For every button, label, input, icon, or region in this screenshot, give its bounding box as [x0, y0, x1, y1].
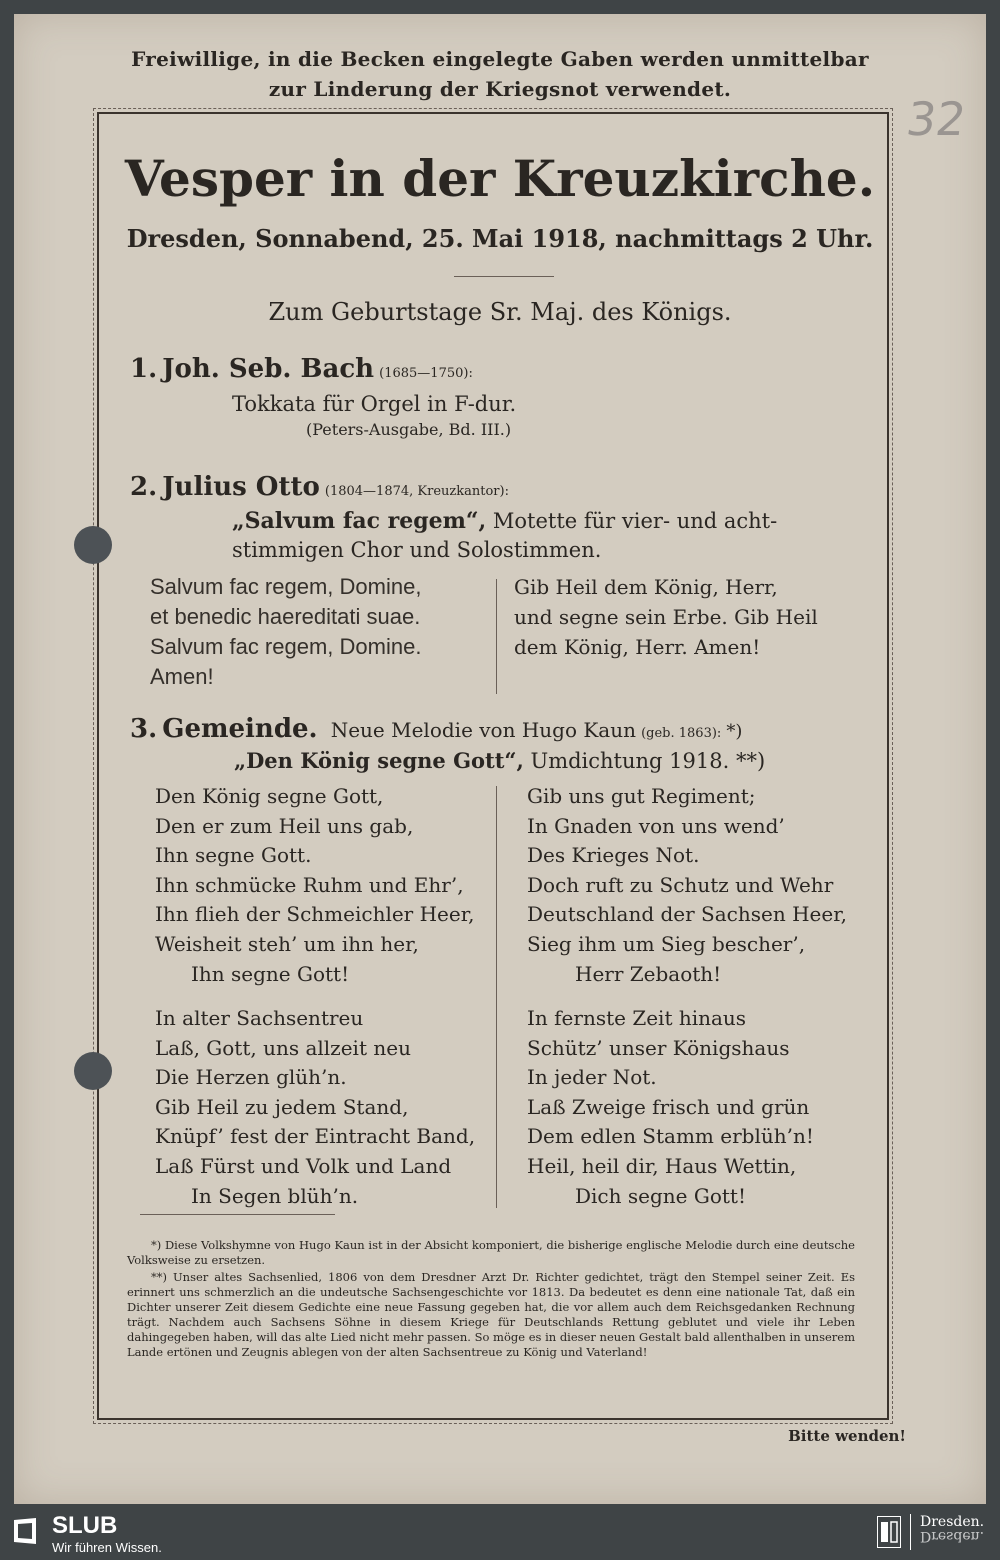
verse-line: Den er zum Heil uns gab, [155, 813, 414, 838]
verse-line: Laß Zweige frisch und grün [527, 1094, 810, 1119]
item3-heading-word: Gemeinde. [162, 714, 318, 744]
item2-number: 2. [130, 472, 158, 502]
verse-line: Sieg ihm um Sieg bescher’, [527, 931, 806, 956]
latin-line: et benedic haereditati suae. [150, 604, 421, 629]
verse-line: Die Herzen glüh’n. [155, 1065, 347, 1090]
item1-composer: Joh. Seb. Bach [162, 354, 375, 384]
item3-song-title: „Den König segne Gott“, [234, 748, 524, 773]
slub-logo-icon [12, 1516, 38, 1546]
verse-line: Heil, heil dir, Haus Wettin, [527, 1153, 797, 1178]
verse1 [155, 782, 485, 989]
verse-line: Herr Zebaoth! [575, 961, 722, 986]
document-page [14, 14, 986, 1504]
item2-work-line1 [232, 508, 777, 534]
verse-line: Dem edlen Stamm erblüh’n! [527, 1124, 814, 1149]
item3-star: *) [726, 721, 743, 742]
item3-number: 3. [130, 714, 158, 744]
item1-heading [130, 354, 473, 384]
donation-note-line2: zur Linderung der Kriegsnot verwendet. [268, 77, 732, 101]
verse-line: Doch ruft zu Schutz und Wehr [527, 872, 834, 897]
verse-line: Ihn schmücke Ruhm und Ehr’, [155, 872, 464, 897]
column-divider [496, 579, 497, 694]
item3-melody: Neue Melodie von Hugo Kaun [330, 718, 636, 742]
please-turn-over: Bitte wenden! [788, 1427, 906, 1445]
german-text [514, 572, 864, 662]
item3-song-rest: Umdichtung 1918. **) [530, 749, 766, 773]
punch-hole [74, 1052, 112, 1090]
footnote-2: **) Unser altes Sachsenlied, 1806 von dem Dresdner Arzt Dr. Richter gedichtet, trägt den Stempel seiner Zeit. Es erinnert uns schmerzlich an die undeutsche Sachsengeschichte vor 1813. Da bedeutet es denn eine nationale Tat, daß ein Dichter unserer Zeit diesem Gedichte eine neue Fassung gegeben hat, die vor allem auch dem Reichsgedanken Rechnung trägt. Nachdem auch Sachsens Söhne in diesem Kriege für Deutschlands Rettung geblutet und viele ihr Leben dahingegeben haben, will das alte Lied nicht mehr passen. So möge es in dieser neuen Gestalt bald allenthalben in unserem Lande ertönen und Zeugnis ablegen von der alten Sachsentreue zu König und Vaterland! [127, 1270, 855, 1359]
verse-line: In Gnaden von uns wend’ [527, 813, 785, 838]
verse-line: Ihn segne Gott. [155, 843, 312, 868]
footnote-1: *) Diese Volkshymne von Hugo Kaun ist in der Absicht komponiert, die bisherige englische Melodie durch eine deutsche Volksweise zu ersetzen. [127, 1238, 855, 1267]
library-tagline: Wir führen Wissen. [52, 1540, 162, 1555]
verse-line: In Segen blüh’n. [191, 1183, 359, 1208]
item1-edition: (Peters-Ausgabe, Bd. III.) [306, 420, 512, 439]
item3-birth: (geb. 1863): [641, 726, 722, 741]
verse-line: Deutschland der Sachsen Heer, [527, 902, 847, 927]
city-logo-mirror: Dresden. [920, 1528, 985, 1544]
divider [454, 276, 554, 277]
column-divider [496, 786, 497, 1208]
dresden-coat-of-arms-icon [877, 1516, 901, 1548]
verse3 [155, 1004, 485, 1211]
pencil-page-number: 32 [903, 92, 970, 146]
viewer-footer [0, 1504, 1000, 1560]
item2-work-title: „Salvum fac regem“, [232, 508, 487, 534]
verse-line: Weisheit steh’ um ihn her, [155, 931, 419, 956]
latin-line: Salvum fac regem, Domine, [150, 574, 422, 599]
city-logo-text: Dresden. [920, 1514, 985, 1530]
page-title: Vesper in der Kreuzkirche. [124, 149, 876, 208]
library-name[interactable]: SLUB [52, 1512, 118, 1539]
footer-separator [910, 1514, 911, 1550]
dedication: Zum Geburtstage Sr. Maj. des Königs. [268, 298, 732, 326]
verse-line: Knüpf’ fest der Eintracht Band, [155, 1124, 476, 1149]
verse4 [527, 1004, 867, 1211]
verse-line: Des Krieges Not. [527, 843, 700, 868]
item3-song [234, 748, 765, 773]
item1-dates: (1685—1750): [379, 366, 473, 381]
verse-line: Den König segne Gott, [155, 784, 384, 808]
verse-line: In alter Sachsentreu [155, 1006, 364, 1030]
verse-line: Schütz’ unser Königshaus [527, 1035, 790, 1060]
city-logo[interactable] [920, 1514, 984, 1542]
verse-line: Laß, Gott, uns allzeit neu [155, 1035, 411, 1060]
item1-number: 1. [130, 354, 158, 384]
latin-line: Salvum fac regem, Domine. [150, 634, 422, 659]
verse-line: Laß Fürst und Volk und Land [155, 1153, 452, 1178]
item3-heading [130, 714, 742, 744]
verse-line: Dich segne Gott! [575, 1183, 746, 1208]
donation-note-line1: Freiwillige, in die Becken eingelegte Gaben werden unmittelbar [131, 47, 869, 71]
punch-hole [74, 526, 112, 564]
footnote-rule [140, 1214, 335, 1215]
item2-work-desc1: Motette für vier- und acht- [492, 509, 778, 533]
item2-dates: (1804—1874, Kreuzkantor): [324, 484, 509, 499]
latin-line: Amen! [150, 664, 214, 689]
verse-line: In fernste Zeit hinaus [527, 1006, 747, 1030]
verse-line: Gib uns gut Regiment; [527, 784, 756, 808]
german-line: Gib Heil dem König, Herr, [514, 575, 778, 599]
item2-heading [130, 472, 509, 502]
verse-line: Ihn flieh der Schmeichler Heer, [155, 902, 475, 927]
item2-composer: Julius Otto [162, 472, 320, 502]
verse-line: In jeder Not. [527, 1065, 657, 1090]
event-date: Dresden, Sonnabend, 25. Mai 1918, nachmittags 2 Uhr. [126, 224, 874, 253]
german-line: dem König, Herr. Amen! [514, 635, 761, 659]
verse-line: Gib Heil zu jedem Stand, [155, 1094, 409, 1119]
verse2 [527, 782, 867, 989]
item2-work-desc2: stimmigen Chor und Solostimmen. [232, 538, 602, 562]
latin-text [150, 572, 484, 692]
item1-work: Tokkata für Orgel in F-dur. [232, 392, 517, 416]
verse-line: Ihn segne Gott! [191, 961, 350, 986]
german-line: und segne sein Erbe. Gib Heil [514, 605, 818, 629]
